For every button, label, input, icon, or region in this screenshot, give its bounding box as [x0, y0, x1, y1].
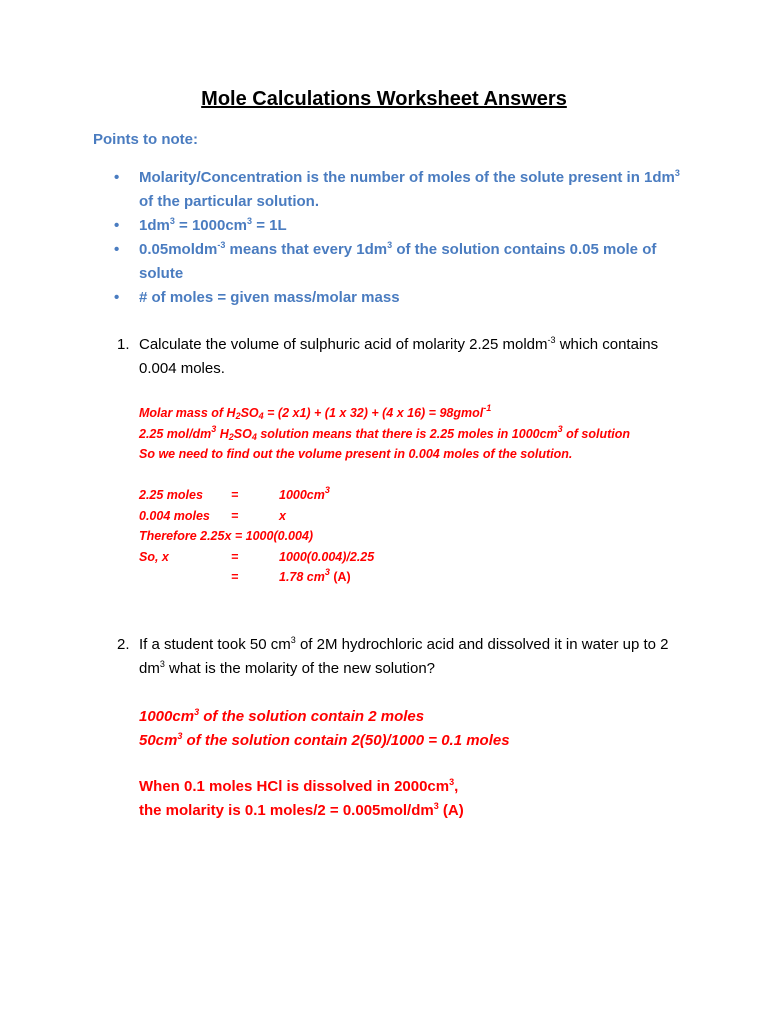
answer-1 — [139, 403, 719, 588]
question-text: Calculate the volume of sulphuric acid of molarity 2.25 moldm$^{-3}$ which contains 0.004 moles. — [139, 335, 659, 377]
bullet-icon: • — [114, 289, 120, 306]
list-item: • 0.05moldm$^{-3}$ means that every $1dm^3$ of the solution contains 0.05 mole of solute — [114, 240, 657, 282]
list-item: • $1dm^3 = 1000cm^3 = 1L$ — [112, 214, 692, 238]
bullet-icon: • — [114, 217, 120, 234]
answer-line: When 0.1 moles HCl is dissolved in $2000cm^3$, — [139, 777, 459, 795]
question-2 — [117, 633, 687, 681]
answer-line: So, x = 1000(0.004)/2.25 — [139, 549, 375, 564]
page-title: Mole Calculations Worksheet Answers — [201, 88, 567, 110]
points-list — [112, 166, 692, 310]
answer-line: 2.25 mol/$dm^3$ $H_2SO_4$ solution means that there is 2.25 moles in $1000cm^3$ of solution — [139, 423, 631, 442]
question-1 — [117, 333, 687, 381]
question-number: 2. — [117, 636, 130, 653]
answer-line: 0.004 moles = x — [139, 508, 286, 523]
answer-line: $1000cm^3$ of the solution contain 2 moles — [139, 707, 425, 725]
answer-line: So we need to find out the volume present in 0.004 moles of the solution. — [139, 447, 573, 461]
answer-2 — [139, 705, 719, 823]
answer-line: $50cm^3$ of the solution contain 2(50)/1000 = 0.1 moles — [139, 731, 510, 749]
list-item: • # of moles = given mass/molar mass — [112, 286, 692, 310]
answer-line: Therefore 2.25x = 1000(0.004) — [139, 529, 314, 543]
points-heading: Points to note: — [93, 131, 198, 148]
answer-line: Molar mass of $H_2SO_4 = (2$ x1) + (1 x 32) + (4 x 16) = 98gmol$^{-1}$ — [139, 403, 492, 421]
answer-line: = 1.78 $cm^3$ (A) — [231, 567, 351, 584]
answer-line: the molarity is 0.1 moles/2 = $0.005mol/dm^3$ (A) — [139, 801, 464, 819]
list-item: • Molarity/Concentration is the number of moles of the solute present in $1dm^3$ of the particular solution. — [114, 168, 680, 210]
answer-line: 2.25 moles = $1000cm^3$ — [139, 485, 330, 502]
bullet-icon: • — [114, 241, 120, 258]
question-text: If a student took 50 $cm^3$ of 2M hydrochloric acid and dissolved it in water up to 2 $dm^3$ what is the molarity of the new solution? — [139, 635, 669, 677]
bullet-icon: • — [114, 169, 120, 186]
question-number: 1. — [117, 336, 130, 353]
